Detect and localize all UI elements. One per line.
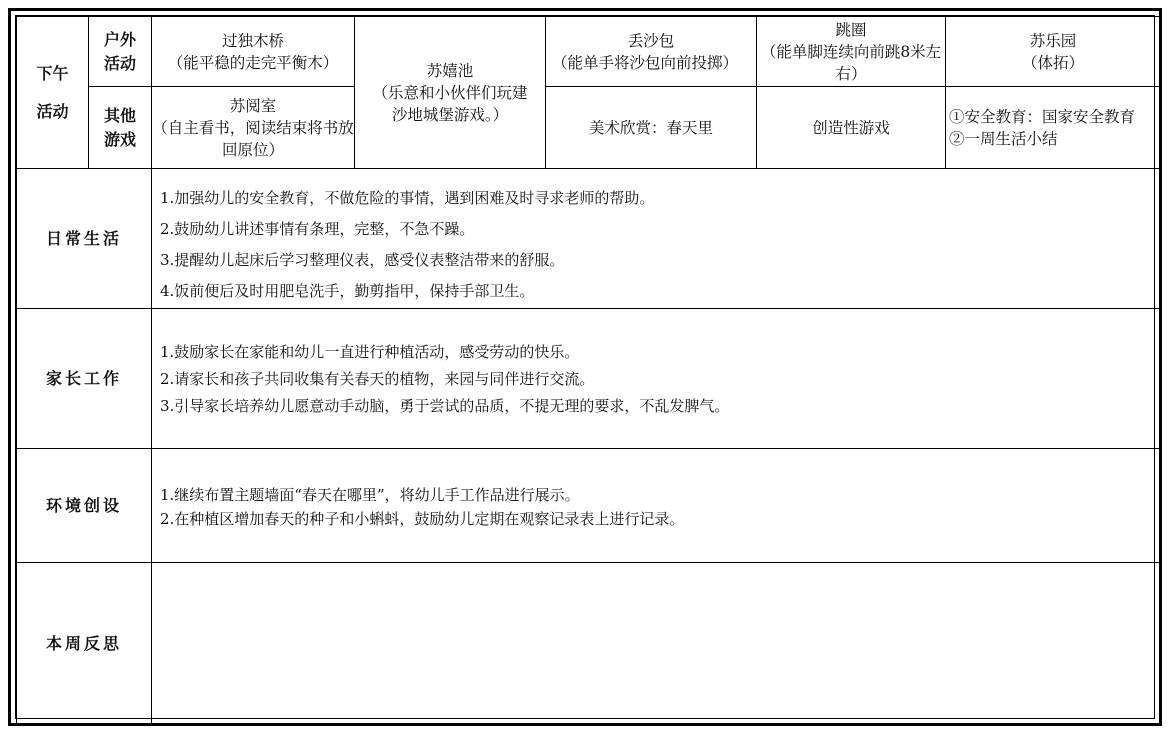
other-cell-creative-game: 创造性游戏 — [757, 87, 946, 169]
outdoor-cell-balance-beam — [152, 17, 355, 87]
activity-title: 苏乐园 — [1029, 31, 1077, 50]
other-games-label: 其他 游戏 — [89, 87, 152, 169]
parent-item: 1.鼓励家长在家能和幼儿一直进行种植活动，感受劳动的快乐。 — [160, 343, 580, 361]
parent-work-label: 家长工作 — [17, 309, 152, 449]
environment-item: 1.继续布置主题墙面“春天在哪里”，将幼儿手工作品进行展示。 — [160, 486, 580, 504]
environment-row — [17, 449, 1161, 563]
daily-life-row — [17, 169, 1161, 309]
daily-item: 4.饭前便后及时用肥皂洗手，勤剪指甲，保持手部卫生。 — [160, 282, 535, 300]
outdoor-cell-sand-pool — [355, 17, 546, 169]
parent-work-row — [17, 309, 1161, 449]
weekly-reflection-label: 本周反思 — [17, 563, 152, 725]
activity-title: 丢沙包 — [627, 31, 675, 50]
daily-item: 1.加强幼儿的安全教育，不做危险的事情，遇到困难及时寻求老师的帮助。 — [160, 189, 655, 207]
activity-note: （能单手将沙包向前投掷） — [552, 53, 739, 72]
weekly-reflection-content[interactable] — [152, 563, 1161, 725]
daily-life-label: 日常生活 — [17, 169, 152, 309]
environment-item: 2.在种植区增加春天的种子和小蝌蚪，鼓励幼儿定期在观察记录表上进行记录。 — [160, 510, 685, 528]
environment-label: 环境创设 — [17, 449, 152, 563]
daily-item: 3.提醒幼儿起床后学习整理仪表，感受仪表整洁带来的舒服。 — [160, 251, 565, 269]
page-border — [8, 8, 1162, 726]
activity-title: 跳圈 — [835, 20, 867, 39]
activity-note: （体拓） — [1021, 53, 1084, 72]
outdoor-row — [17, 17, 1161, 87]
activity-title: 苏阅室 — [229, 96, 277, 115]
activity-title: 过独木桥 — [221, 31, 284, 50]
safety-item: ①安全教育：国家安全教育 — [949, 107, 1136, 126]
afternoon-activity-label: 下午 活动 — [17, 17, 89, 169]
other-cell-reading-room — [152, 87, 355, 169]
outdoor-activity-label: 户外 活动 — [89, 17, 152, 87]
plan-table — [16, 16, 1161, 725]
other-cell-art: 美术欣赏：春天里 — [546, 87, 757, 169]
reflection-row — [17, 563, 1161, 725]
activity-note: （自主看书，阅读结束将书放回原位） — [152, 118, 354, 159]
daily-life-content — [152, 169, 1161, 309]
activity-title: 苏嬉池 — [426, 61, 474, 80]
outdoor-cell-playground — [946, 17, 1161, 87]
summary-item: ②一周生活小结 — [949, 129, 1058, 148]
environment-content — [152, 449, 1161, 563]
other-games-row — [17, 87, 1161, 169]
outdoor-cell-hopscotch — [757, 17, 946, 87]
activity-note: （能单脚连续向前跳8米左右） — [760, 42, 942, 83]
parent-item: 3.引导家长培养幼儿愿意动手动脑，勇于尝试的品质，不提无理的要求，不乱发脾气。 — [160, 397, 730, 415]
weekly-plan — [15, 15, 1155, 719]
outdoor-cell-sandbag — [546, 17, 757, 87]
daily-item: 2.鼓励幼儿讲述事情有条理，完整，不急不躁。 — [160, 220, 475, 238]
other-cell-safety — [946, 87, 1161, 169]
parent-item: 2.请家长和孩子共同收集有关春天的植物，来园与同伴进行交流。 — [160, 370, 595, 388]
parent-work-content — [152, 309, 1161, 449]
activity-note: （能平稳的走完平衡木） — [167, 53, 339, 72]
activity-note: （乐意和小伙伴们玩建沙地城堡游戏。） — [372, 83, 528, 124]
